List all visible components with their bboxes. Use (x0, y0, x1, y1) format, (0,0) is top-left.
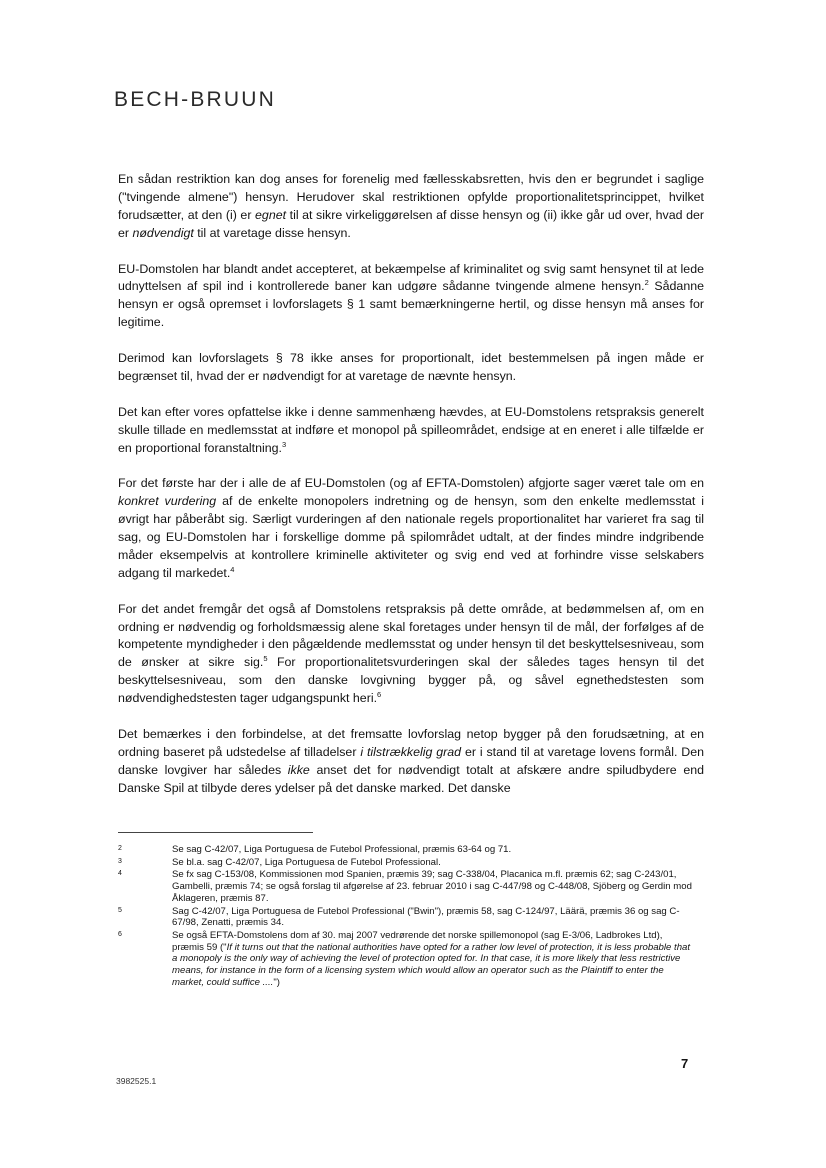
footnote-text (172, 930, 696, 989)
text: af de enkelte monopolers indretning og de hensyn, som den enkelte medlemsstat i øvrigt har påberåbt sig. Særligt vurderingen af den nationale regels proportionalitet har varieret fra sag til sag, og EU-Domstolen har i forskellige domme på spilområdet udtalt, at der findes mindre indgribende måder eksempelvis at kontrollere kriminelle aktiviteter og svig end ved at forhindre visse selskabers adgang til markedet. (118, 494, 704, 580)
footnote-text: Sag C-42/07, Liga Portuguesa de Futebol Professional ("Bwin"), præmis 58, sag C-124/97, Läärä, præmis 36 og sag C-67/98, Zenatti, præmis 34. (172, 905, 680, 929)
text: For proportionalitetsvurderingen skal der således tages hensyn til det beskyttelsesniveau, som den danske lovgivning bygger på, og såvel egnethedstesten som nødvendighedstesten tager udgangspunkt heri. (118, 655, 704, 706)
text: Det kan efter vores opfattelse ikke i denne sammenhæng hævdes, at EU-Domstolens retspraksis generelt skulle tillade en medlemsstat at indføre et monopol på spilleområdet, endsige at en eneret i alle tilfælde er en proportional foranstaltning. (118, 404, 704, 455)
footnote-number: 2 (118, 845, 122, 852)
company-logo: BECH-BRUUN (114, 88, 277, 111)
footnote-ref: 3 (281, 439, 287, 449)
footnote-ref: 5 (263, 654, 268, 664)
paragraph-6 (118, 601, 704, 708)
text: til at varetage disse hensyn. (193, 225, 351, 240)
paragraph-3 (118, 350, 704, 386)
footnote-ref: 2 (644, 278, 649, 288)
emphasis: i tilstrækkelig grad (360, 744, 462, 759)
footnote-text: Se bl.a. sag C-42/07, Liga Portuguesa de Futebol Professional. (172, 856, 441, 868)
page-number: 7 (681, 1056, 689, 1071)
text: Derimod kan lovforslagets § 78 ikke anses for proportionalt, idet bestemmelsen på ingen måde er begrænset til, hvad der er nødvendigt for at varetage de nævnte hensyn. (118, 351, 704, 383)
text: Det bemærkes i den forbindelse, at det fremsatte lovforslag netop bygger på den forudsætning, at en ordning baseret på udstedelse af tilladelser (118, 727, 704, 759)
text: Se også EFTA-Domstolens dom af 30. maj 2007 vedrørende det norske spillemonopol (sag E-3/06, Ladbrokes Ltd), præmis 59 (" (172, 929, 663, 953)
emphasis: konkret vurdering (118, 494, 217, 509)
text: For det første har der i alle de af EU-Domstolen (og af EFTA-Domstolen) afgjorte sager været tale om en (118, 476, 704, 491)
footnote (118, 906, 696, 929)
text: Sådanne hensyn er også opremset i lovforslagets § 1 samt bemærkningerne hertil, og disse hensyn må anses for legitime. (118, 279, 704, 330)
paragraph-5 (118, 475, 704, 582)
paragraph-7 (118, 726, 704, 798)
emphasis: nødvendigt (132, 225, 194, 240)
footnote-divider (118, 832, 313, 833)
footnote-number: 5 (118, 906, 122, 914)
footnote (118, 869, 696, 904)
text: er i stand til at varetage lovens formål. Den danske lovgiver har således (118, 744, 704, 777)
text: anset det for nødvendigt totalt at afskære andre spiludbydere end Danske Spil at tilbyde deres ydelser på det danske marked. Det danske (118, 762, 704, 795)
footnote (118, 857, 696, 869)
footnote-text: Se fx sag C-153/08, Kommissionen mod Spanien, præmis 39; sag C-338/04, Placanica m.fl. præmis 62; sag C-243/01, Gambelli, præmis 74; se også forslag til afgørelse af 23. februar 2010 i sag C-447/98 og C-448/08, Sjöberg og Gerdin mod Åklageren, præmis 87. (172, 869, 692, 904)
footnote-number: 3 (118, 857, 122, 865)
quote-text: If it turns out that the national authorities have opted for a rather low level of protection, it is less probable that a monopoly is the only way of achieving the level of protection opted for. In that case, it is more likely that less restrictive means, for instance in the form of a licensing system which would allow an operator such as the Plaintiff to enter the market, could suffice .... (172, 941, 691, 988)
footnote-ref: 6 (377, 690, 382, 700)
footnote-ref: 4 (230, 564, 235, 574)
paragraph-4 (118, 404, 704, 458)
footnotes (118, 844, 696, 989)
text: EU-Domstolen har blandt andet accepteret, at bekæmpelse af kriminalitet og svig samt hensynet til at lede udnyttelsen af spil ind i kontrollerede baner kan udgøre sådanne tvingende almene hensyn. (118, 261, 704, 294)
text: til at sikre virkeliggørelsen af disse hensyn og (ii) ikke går ud over, hvad der er (118, 207, 705, 240)
emphasis: ikke (287, 762, 310, 777)
footnote (118, 930, 696, 989)
document-id: 3982525.1 (116, 1076, 157, 1086)
footnote-number: 4 (118, 870, 122, 878)
emphasis: egnet (255, 207, 287, 222)
footnote (118, 844, 696, 856)
footnote-number: 6 (118, 930, 122, 938)
text: For det andet fremgår det også af Domstolens retspraksis på dette område, at bedømmelsen af, om en ordning er nødvendig og forholdsmæssig alene skal foretages under hensyn til de mål, der forfølges af de kompetente myndigheder i den pågældende medlemsstat og under hensyn til det beskyttelsesniveau, som de ønsker at sikre sig. (118, 601, 704, 670)
footnote-text: Se sag C-42/07, Liga Portuguesa de Futebol Professional, præmis 63-64 og 71. (172, 844, 512, 855)
paragraph-2 (118, 261, 704, 333)
body-text (118, 171, 704, 798)
text: En sådan restriktion kan dog anses for forenelig med fællesskabsretten, hvis den er begrundet i saglige ("tvingende almene") hensyn. Herudover skal restriktionen opfylde proportionalitetsprincippet, hvilket forudsætter, at den (i) er (118, 172, 704, 222)
text: ") (273, 976, 280, 988)
paragraph-1 (118, 171, 704, 243)
